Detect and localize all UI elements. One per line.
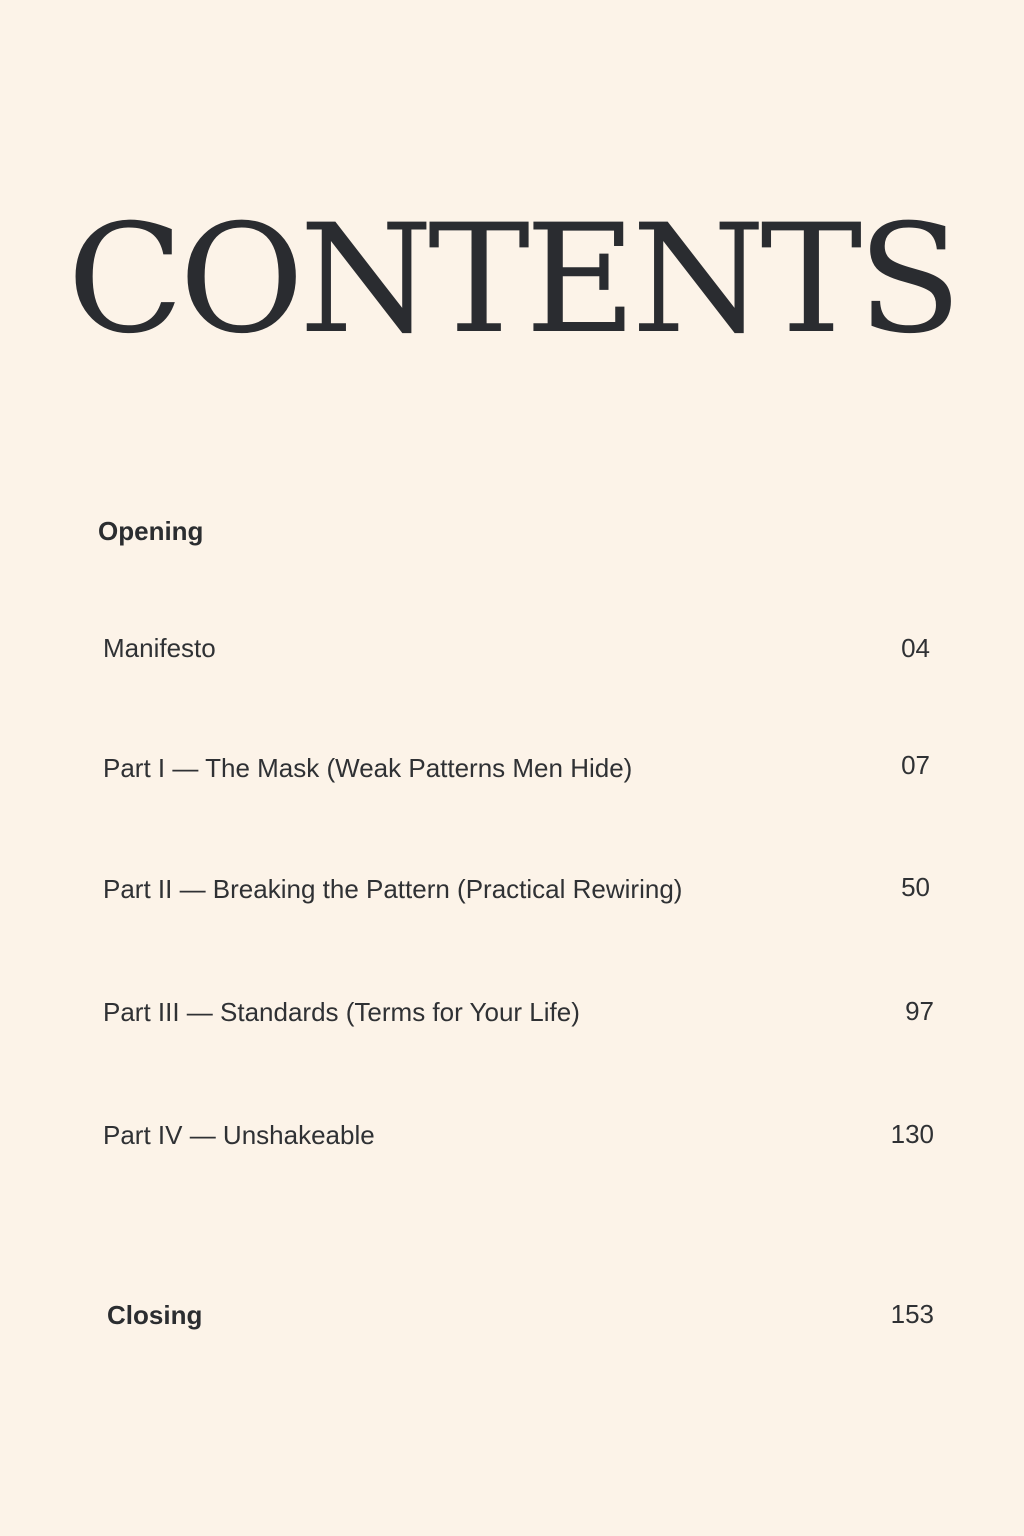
page-title: CONTENTS bbox=[66, 193, 958, 367]
section-heading-opening: Opening bbox=[98, 516, 204, 546]
toc-entry-label: Manifesto bbox=[103, 633, 216, 663]
toc-entry-label: Part III — Standards (Terms for Your Life) bbox=[103, 997, 580, 1027]
section-heading-closing: Closing bbox=[107, 1300, 203, 1330]
toc-entry-page: 07 bbox=[901, 750, 930, 780]
toc-entry-page: 50 bbox=[901, 872, 930, 902]
toc-entry-page: 04 bbox=[901, 633, 930, 663]
toc-entry-label: Part IV — Unshakeable bbox=[103, 1120, 375, 1150]
toc-entry-page: 153 bbox=[890, 1299, 934, 1329]
toc-entry-label: Part I — The Mask (Weak Patterns Men Hide) bbox=[103, 753, 633, 783]
toc-entry-page: 130 bbox=[890, 1119, 934, 1149]
toc-entry-label: Part II — Breaking the Pattern (Practical Rewiring) bbox=[103, 874, 683, 904]
toc-entry-page: 97 bbox=[905, 996, 934, 1026]
